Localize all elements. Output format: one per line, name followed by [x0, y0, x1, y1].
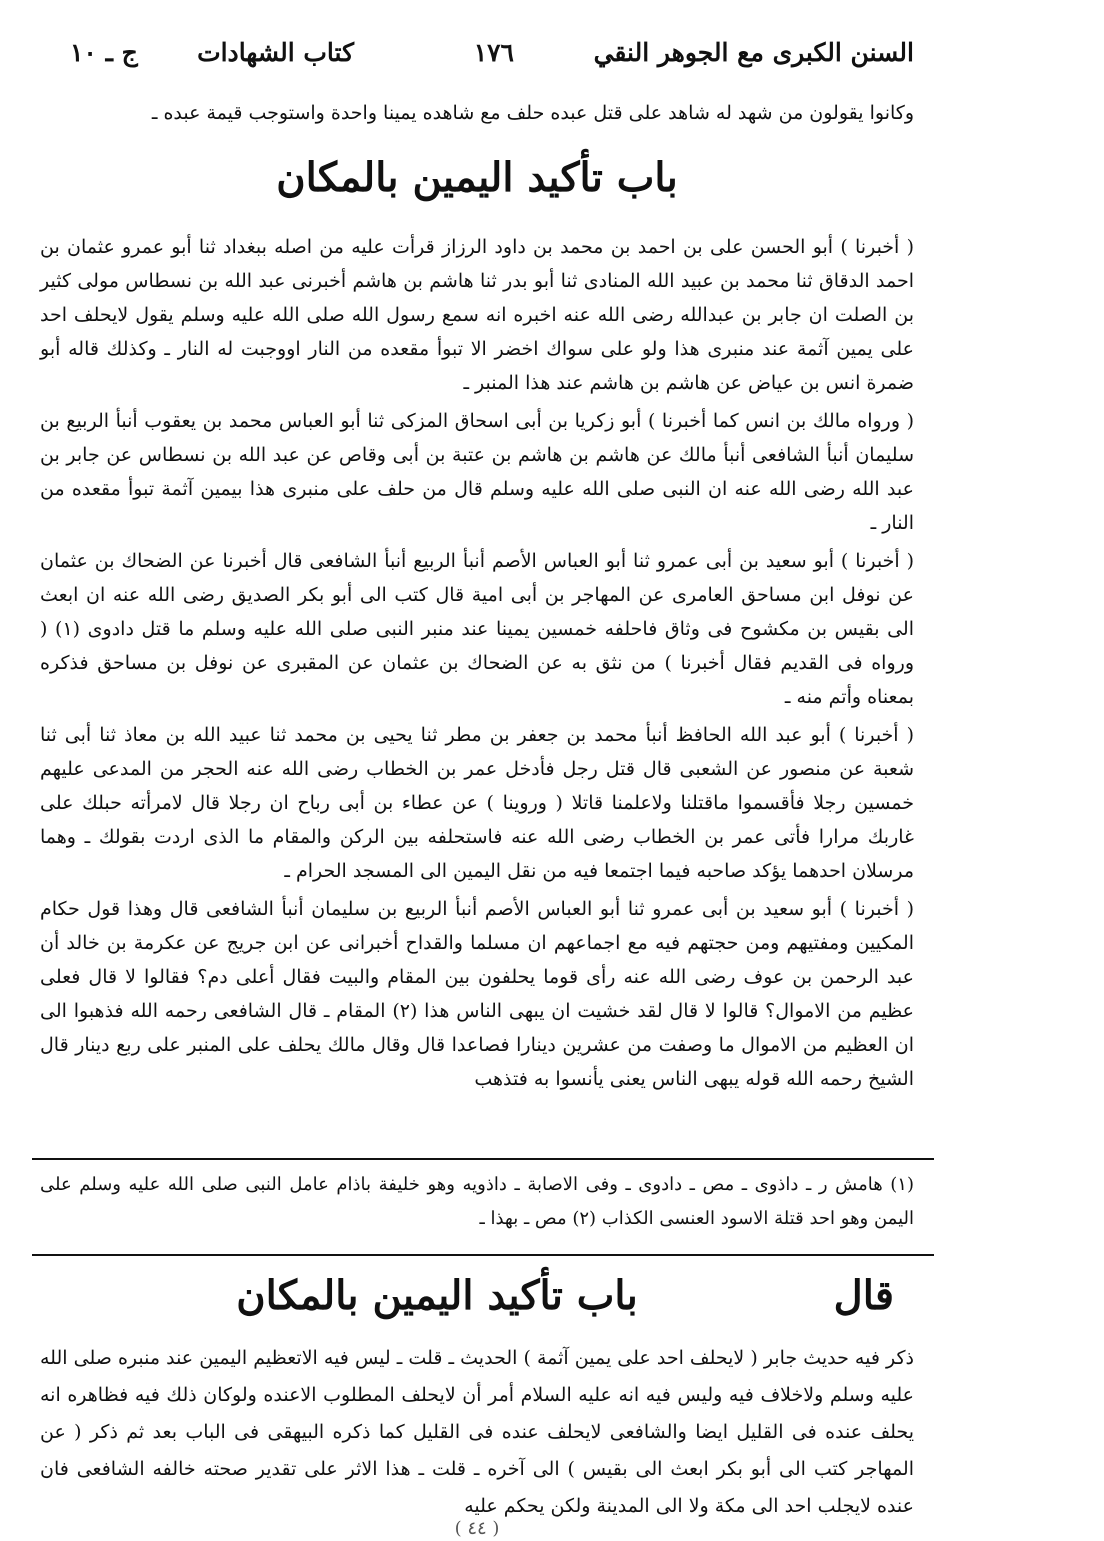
footnote: (١) هامش ر ـ داذوى ـ مص ـ دادوى ـ وفى الاصابة ـ داذويه وهو خليفة باذام عامل النبى صلى الله عليه وسلم على اليمن وهو احد قتلة الاسود العنسى الكذاب (٢) مص ـ بهذا ـ [40, 1174, 914, 1229]
paragraph: ( ورواه مالك بن انس كما أخبرنا ) أبو زكريا بن أبى اسحاق المزكى ثنا أبو العباس محمد بن يعقوب أنبأ الربيع بن سليمان أنبأ الشافعى أنبأ مالك عن هاشم بن هاشم بن عتبة بن أبى وقاص عن عبد الله بن نسطاس عن جابر بن عبد الله رضى الله عنه ان النبى صلى الله عليه وسلم قال من حلف على منبرى هذا بيمين آثمة تبوأ مقعده من النار ـ [40, 410, 914, 534]
commentary-paragraph: ذكر فيه حديث جابر ( لايحلف احد على يمين آثمة ) الحديث ـ قلت ـ ليس فيه الاتعظيم اليمين عند منبره صلى الله عليه وسلم ولاخلاف فيه وليس فيه انه عليه السلام أمر أن لايحلف المطلوب الاعنده ولوكان ذلك فيه فظاهره انه يحلف عنده فى القليل ايضا والشافعى لايحلف عنده فى القليل كما ذكره البيهقى فى الباب بعد ثم ذكر ( عن المهاجر كتب الى أبو بكر ابعث الى بقيس ) الى آخره ـ قلت ـ هذا الاثر على تقدير صحته خالفه الشافعى فان عنده لايجلب احد الى مكة ولا الى المدينة ولكن يحكم عليه [40, 1347, 914, 1517]
commentary-label: قال [833, 1272, 894, 1319]
intro-line: وكانوا يقولون من شهد له شاهد على قتل عبده حلف مع شاهده يمينا واحدة واستوجب قيمة عبده ـ [151, 102, 914, 124]
section-heading: باب تأكيد اليمين بالمكان [276, 154, 678, 201]
header-chapter: كتاب الشهادات [197, 38, 354, 67]
paragraph: ( أخبرنا ) أبو سعيد بن أبى عمرو ثنا أبو العباس الأصم أنبأ الربيع أنبأ الشافعى قال أخبرنا عن الضحاك بن عثمان عن نوفل ابن مساحق العامرى عن المهاجر بن أبى امية قال كتب الى أبو بكر الصديق رضى الله عنه ان ابعث الى بقيس بن مكشوح فى وثاق فاحلفه خمسين يمينا عند منبر النبى صلى الله عليه وسلم ما قتل دادوى (١) ( ورواه فى القديم فقال أخبرنا ) من نثق به عن الضحاك بن عثمان عن المقبرى عن نوفل بن مساحق فذكره بمعناه وأتم منه ـ [40, 550, 914, 708]
running-header [70, 38, 914, 78]
header-book-title: السنن الكبرى مع الجوهر النقي [593, 38, 914, 67]
header-page-number: ١٧٦ [473, 38, 514, 67]
footnotes [40, 1168, 914, 1240]
footer-page-number: ( ٤٤ ) [454, 1518, 500, 1539]
commentary-divider [32, 1254, 934, 1256]
paragraph: ( أخبرنا ) أبو الحسن على بن احمد بن محمد بن داود الرزاز قرأت عليه من اصله ببغداد ثنا أبو عمرو عثمان بن احمد الدقاق ثنا محمد بن عبيد الله المنادى ثنا أبو بدر ثنا هاشم بن هاشم أخبرنى عبد الله بن نسطاس مولى كثير بن الصلت ان جابر بن عبدالله رضى الله عنه اخبره انه سمع رسول الله صلى الله عليه وسلم يقول لايحلف احد على يمين آثمة عند منبرى هذا ولو على سواك اخضر الا تبوأ مقعده من النار اووجبت له النار ـ وكذلك قاله أبو ضمرة انس بن عياض عن هاشم بن هاشم عند هذا المنبر ـ [40, 236, 914, 394]
paragraph: ( أخبرنا ) أبو سعيد بن أبى عمرو ثنا أبو العباس الأصم أنبأ الربيع بن سليمان أنبأ الشافعى قال وهذا قول حكام المكيين ومفتيهم ومن حجتهم فيه مع اجماعهم ان مسلما والقداح أخبرانى عن ابن جريج عن عكرمة بن خالد أن عبد الرحمن بن عوف رضى الله عنه رأى قوما يحلفون بين المقام والبيت فقال أعلى دم؟ فقالوا لا قال فعلى عظيم من الاموال؟ قالوا لا قال لقد خشيت ان يبهى الناس هذا (٢) المقام ـ قال الشافعى رحمه الله فذهبوا الى ان العظيم من الاموال ما وصفت من عشرين دينارا فصاعدا قال وقال مالك يحلف على المنبر على ربع دينار قال الشيخ رحمه الله قوله يبهى الناس يعنى يأنسوا به فتذهب [40, 898, 914, 1090]
commentary-heading [40, 1268, 914, 1338]
commentary-title: باب تأكيد اليمين بالمكان [236, 1272, 638, 1319]
intro-block [40, 96, 914, 134]
main-text [40, 230, 914, 1100]
footnote-divider [32, 1158, 934, 1160]
commentary-text [40, 1340, 914, 1529]
header-volume: ج ـ ١٠ [70, 38, 138, 67]
paragraph: ( أخبرنا ) أبو عبد الله الحافظ أنبأ محمد بن جعفر بن مطر ثنا يحيى بن محمد ثنا عبيد الله بن معاذ ثنا أبى ثنا شعبة عن منصور عن الشعبى قال قتل رجل فأدخل عمر بن الخطاب رضى الله عنه الحجر من المدعى عليهم خمسين رجلا فأقسموا ماقتلنا ولاعلمنا قاتلا ( وروينا ) عن عطاء بن أبى رباح ان رجلا قال لامرأته حبلك على غاربك مرارا فأتى عمر بن الخطاب رضى الله عنه فاستحلفه بين الركن والمقام ما الذى اردت بقولك ـ وهما مرسلان احدهما يؤكد صاحبه فيما اجتمعا فيه من نقل اليمين الى المسجد الحرام ـ [40, 724, 914, 882]
